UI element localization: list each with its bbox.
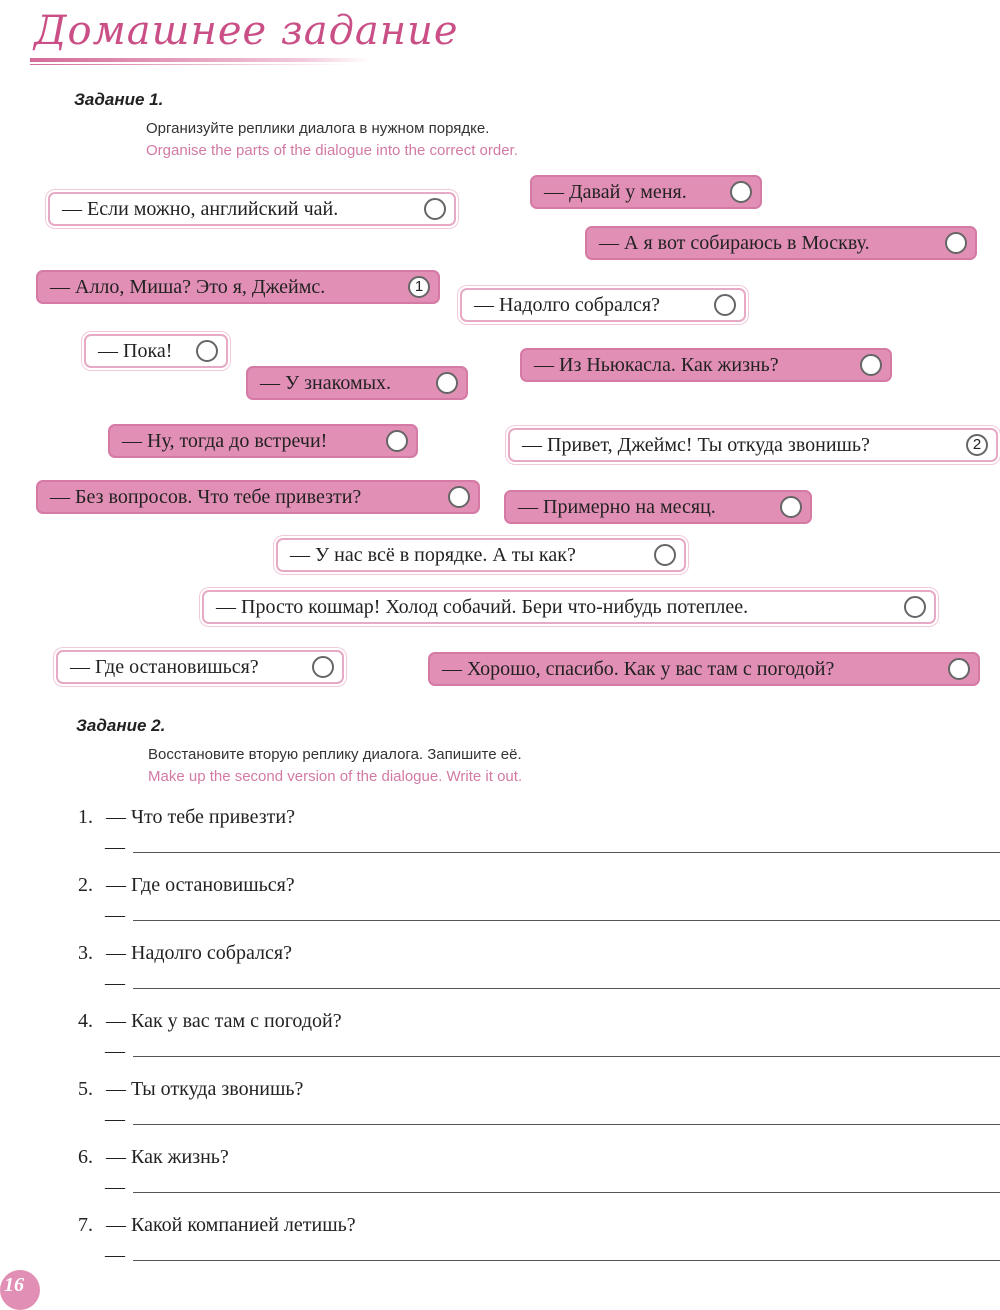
answer-line[interactable] — [133, 852, 1000, 853]
order-circle[interactable]: 2 — [966, 434, 988, 456]
dialogue-card[interactable] — [508, 428, 998, 462]
order-circle[interactable] — [780, 496, 802, 518]
dialogue-card-text: — У нас всё в порядке. А ты как? — [290, 543, 576, 566]
dialogue-card[interactable] — [530, 175, 762, 209]
dialogue-card[interactable] — [460, 288, 746, 322]
order-circle[interactable] — [386, 430, 408, 452]
order-circle[interactable] — [714, 294, 736, 316]
answer-dash: — — [105, 904, 125, 926]
answer-line[interactable] — [133, 1056, 1000, 1057]
dialogue-card-text: — Без вопросов. Что тебе привезти? — [50, 485, 362, 508]
dialogue-card[interactable] — [428, 652, 980, 686]
answer-dash: — — [105, 972, 125, 994]
order-circle[interactable] — [424, 198, 446, 220]
task2-heading: Задание 2. — [76, 716, 166, 735]
dialogue-card-text: — Давай у меня. — [544, 180, 687, 203]
task1-instruction-en: Organise the parts of the dialogue into the correct order. — [146, 142, 518, 159]
answer-line[interactable] — [133, 1192, 1000, 1193]
answer-line[interactable] — [133, 988, 1000, 989]
answer-dash: — — [105, 1108, 125, 1130]
question-item: 5. — Ты откуда звонишь? — [78, 1078, 304, 1100]
dialogue-card[interactable] — [585, 226, 977, 260]
dialogue-card[interactable] — [36, 270, 440, 304]
order-circle[interactable] — [730, 181, 752, 203]
order-circle[interactable] — [196, 340, 218, 362]
question-item: 4. — Как у вас там с погодой? — [78, 1010, 342, 1032]
task2-instruction-en: Make up the second version of the dialogue. Write it out. — [148, 768, 523, 785]
dialogue-card-text: — Просто кошмар! Холод собачий. Бери что-нибудь потеплее. — [216, 595, 749, 618]
dialogue-card[interactable] — [276, 538, 686, 572]
dialogue-card-text: — Если можно, английский чай. — [62, 197, 339, 220]
order-circle[interactable] — [860, 354, 882, 376]
dialogue-card[interactable] — [36, 480, 480, 514]
answer-line[interactable] — [133, 1260, 1000, 1261]
dialogue-card-text: — Из Ньюкасла. Как жизнь? — [534, 353, 779, 376]
dialogue-card-text: — У знакомых. — [260, 371, 392, 394]
question-item: 1. — Что тебе привезти? — [78, 806, 295, 828]
answer-dash: — — [105, 1176, 125, 1198]
dialogue-card[interactable] — [246, 366, 468, 400]
title-underline-thin — [30, 64, 350, 65]
dialogue-card[interactable] — [202, 590, 936, 624]
task1-heading: Задание 1. — [74, 90, 164, 109]
dialogue-card-text: — Привет, Джеймс! Ты откуда звонишь? — [522, 433, 870, 456]
dialogue-card[interactable] — [108, 424, 418, 458]
task1-instruction-ru: Организуйте реплики диалога в нужном порядке. — [146, 120, 490, 137]
dialogue-card-text: — Ну, тогда до встречи! — [122, 429, 328, 452]
answer-line[interactable] — [133, 920, 1000, 921]
task2-instruction-ru: Восстановите вторую реплику диалога. Запишите её. — [148, 746, 522, 763]
answer-line[interactable] — [133, 1124, 1000, 1125]
answer-dash: — — [105, 1244, 125, 1266]
title-underline — [30, 58, 370, 62]
answer-dash: — — [105, 1040, 125, 1062]
question-item: 6. — Как жизнь? — [78, 1146, 229, 1168]
question-item: 3. — Надолго собрался? — [78, 942, 292, 964]
order-circle[interactable] — [945, 232, 967, 254]
question-item: 7. — Какой компанией летишь? — [78, 1214, 356, 1236]
dialogue-card-text: — Надолго собрался? — [474, 293, 660, 316]
dialogue-card-text: — Примерно на месяц. — [518, 495, 716, 518]
dialogue-card-text: — Хорошо, спасибо. Как у вас там с погодой? — [442, 657, 835, 680]
page-title: Домашнее задание — [34, 8, 459, 54]
order-circle[interactable] — [904, 596, 926, 618]
page-number: 16 — [0, 1270, 40, 1310]
question-item: 2. — Где остановишься? — [78, 874, 295, 896]
dialogue-card[interactable] — [56, 650, 344, 684]
order-circle[interactable]: 1 — [408, 276, 430, 298]
order-circle[interactable] — [654, 544, 676, 566]
dialogue-card-text: — Алло, Миша? Это я, Джеймс. — [50, 275, 326, 298]
dialogue-card-text: — Пока! — [98, 339, 173, 362]
dialogue-card[interactable] — [520, 348, 892, 382]
order-circle[interactable] — [448, 486, 470, 508]
order-circle[interactable] — [436, 372, 458, 394]
dialogue-card-text: — Где остановишься? — [70, 655, 259, 678]
dialogue-card-text: — А я вот собираюсь в Москву. — [599, 231, 870, 254]
dialogue-card[interactable] — [48, 192, 456, 226]
answer-dash: — — [105, 836, 125, 858]
order-circle[interactable] — [312, 656, 334, 678]
dialogue-card[interactable] — [504, 490, 812, 524]
order-circle[interactable] — [948, 658, 970, 680]
dialogue-card[interactable] — [84, 334, 228, 368]
